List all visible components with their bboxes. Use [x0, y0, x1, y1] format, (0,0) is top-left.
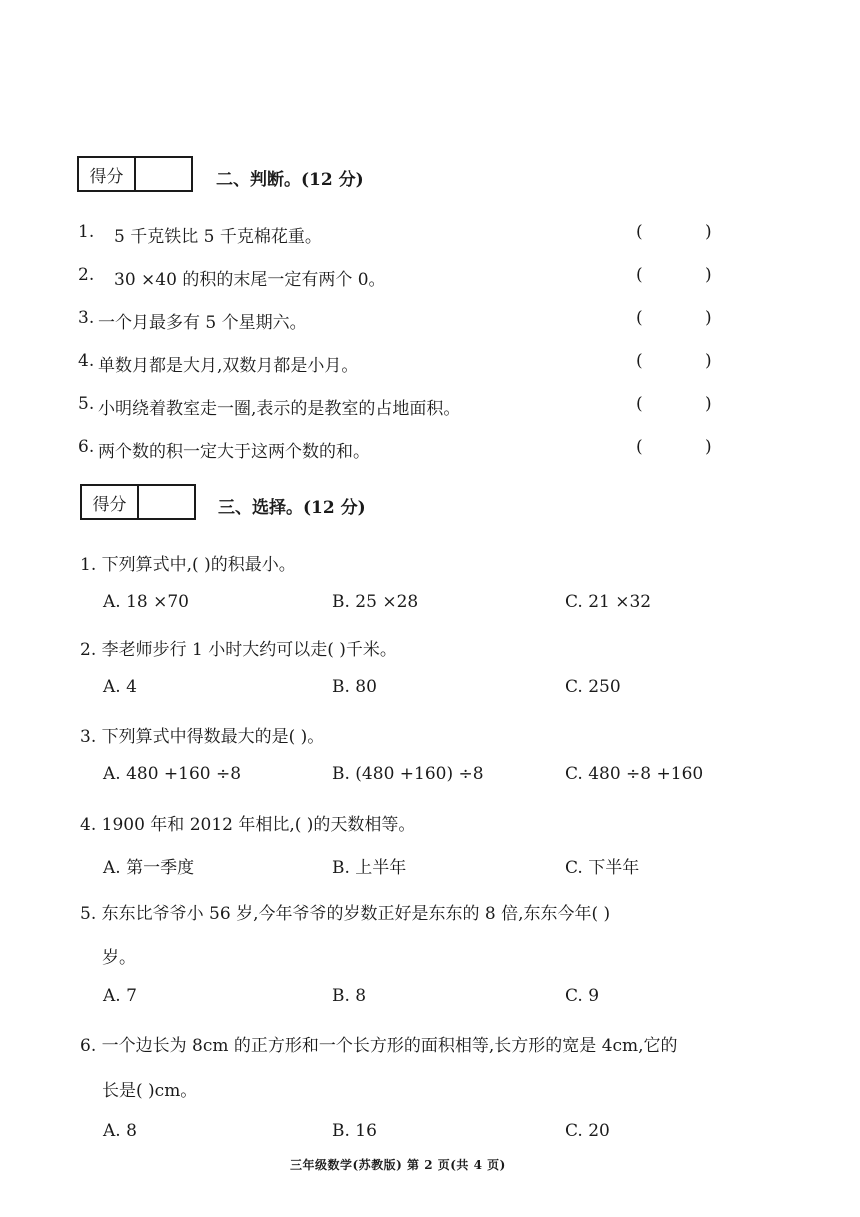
choice-question-text: 4. 1900 年和 2012 年相比,( )的天数相等。 [80, 815, 416, 835]
choice-question-text: 3. 下列算式中得数最大的是( )。 [80, 727, 325, 747]
answer-blank[interactable] [650, 394, 702, 416]
page-footer: 三年级数学(苏教版) 第 2 页(共 4 页) [290, 1158, 506, 1172]
choice-question-text-continued: 长是( )cm。 [102, 1081, 198, 1101]
answer-paren-open: ( [636, 394, 643, 414]
score-blank[interactable] [136, 158, 191, 190]
answer-paren-open: ( [636, 351, 643, 371]
choice-question-text: 6. 一个边长为 8cm 的正方形和一个长方形的面积相等,长方形的宽是 4cm,它的 [80, 1036, 678, 1056]
choice-option-b[interactable]: B. 8 [332, 986, 367, 1006]
answer-paren-close: ) [705, 437, 712, 457]
choice-option-a[interactable]: A. 18 ×70 [103, 592, 189, 612]
choice-question-text: 5. 东东比爷爷小 56 岁,今年爷爷的岁数正好是东东的 8 倍,东东今年( ) [80, 904, 611, 924]
judgement-item-text: 小明绕着教室走一圈,表示的是教室的占地面积。 [98, 399, 461, 419]
answer-blank[interactable] [650, 222, 702, 244]
choice-question-text-continued: 岁。 [102, 948, 136, 968]
judgement-item-text: 两个数的积一定大于这两个数的和。 [98, 442, 370, 462]
choice-option-b[interactable]: B. 上半年 [332, 858, 407, 878]
choice-option-c[interactable]: C. 9 [565, 986, 600, 1006]
judgement-item-text: 5 千克铁比 5 千克棉花重。 [114, 227, 322, 247]
score-box-section2 [77, 156, 193, 192]
judgement-item-text: 一个月最多有 5 个星期六。 [98, 313, 307, 333]
choice-option-b[interactable]: B. 80 [332, 677, 377, 697]
choice-option-c[interactable]: C. 下半年 [565, 858, 640, 878]
choice-option-a[interactable]: A. 7 [103, 986, 137, 1006]
answer-blank[interactable] [650, 265, 702, 287]
answer-paren-close: ) [705, 351, 712, 371]
choice-question-text: 2. 李老师步行 1 小时大约可以走( )千米。 [80, 640, 397, 660]
answer-paren-close: ) [705, 394, 712, 414]
choice-option-a[interactable]: A. 8 [103, 1121, 137, 1141]
answer-blank[interactable] [650, 308, 702, 330]
section3-heading: 三、选择。(12 分) [218, 498, 366, 518]
choice-option-a[interactable]: A. 480 +160 ÷8 [103, 764, 242, 784]
choice-option-a[interactable]: A. 4 [103, 677, 137, 697]
answer-paren-close: ) [705, 222, 712, 242]
judgement-item-number: 2. [78, 265, 95, 285]
choice-option-b[interactable]: B. (480 +160) ÷8 [332, 764, 484, 784]
section2-heading: 二、判断。(12 分) [216, 170, 364, 190]
judgement-item-number: 4. [78, 351, 95, 371]
choice-option-c[interactable]: C. 20 [565, 1121, 610, 1141]
score-blank[interactable] [139, 486, 194, 518]
answer-blank[interactable] [650, 351, 702, 373]
choice-option-c[interactable]: C. 480 ÷8 +160 [565, 764, 704, 784]
answer-paren-open: ( [636, 308, 643, 328]
choice-option-c[interactable]: C. 250 [565, 677, 621, 697]
choice-option-b[interactable]: B. 16 [332, 1121, 377, 1141]
answer-paren-close: ) [705, 308, 712, 328]
answer-paren-open: ( [636, 437, 643, 457]
score-label: 得分 [79, 158, 136, 190]
answer-blank[interactable] [650, 437, 702, 459]
answer-paren-open: ( [636, 222, 643, 242]
judgement-item-text: 单数月都是大月,双数月都是小月。 [98, 356, 359, 376]
judgement-item-number: 3. [78, 308, 95, 328]
choice-option-b[interactable]: B. 25 ×28 [332, 592, 419, 612]
answer-paren-close: ) [705, 265, 712, 285]
score-label: 得分 [82, 486, 139, 518]
score-box-section3 [80, 484, 196, 520]
choice-option-a[interactable]: A. 第一季度 [103, 858, 195, 878]
judgement-item-number: 6. [78, 437, 95, 457]
judgement-item-number: 1. [78, 222, 95, 242]
choice-question-text: 1. 下列算式中,( )的积最小。 [80, 555, 296, 575]
judgement-item-number: 5. [78, 394, 95, 414]
judgement-item-text: 30 ×40 的积的末尾一定有两个 0。 [114, 270, 386, 290]
answer-paren-open: ( [636, 265, 643, 285]
choice-option-c[interactable]: C. 21 ×32 [565, 592, 652, 612]
